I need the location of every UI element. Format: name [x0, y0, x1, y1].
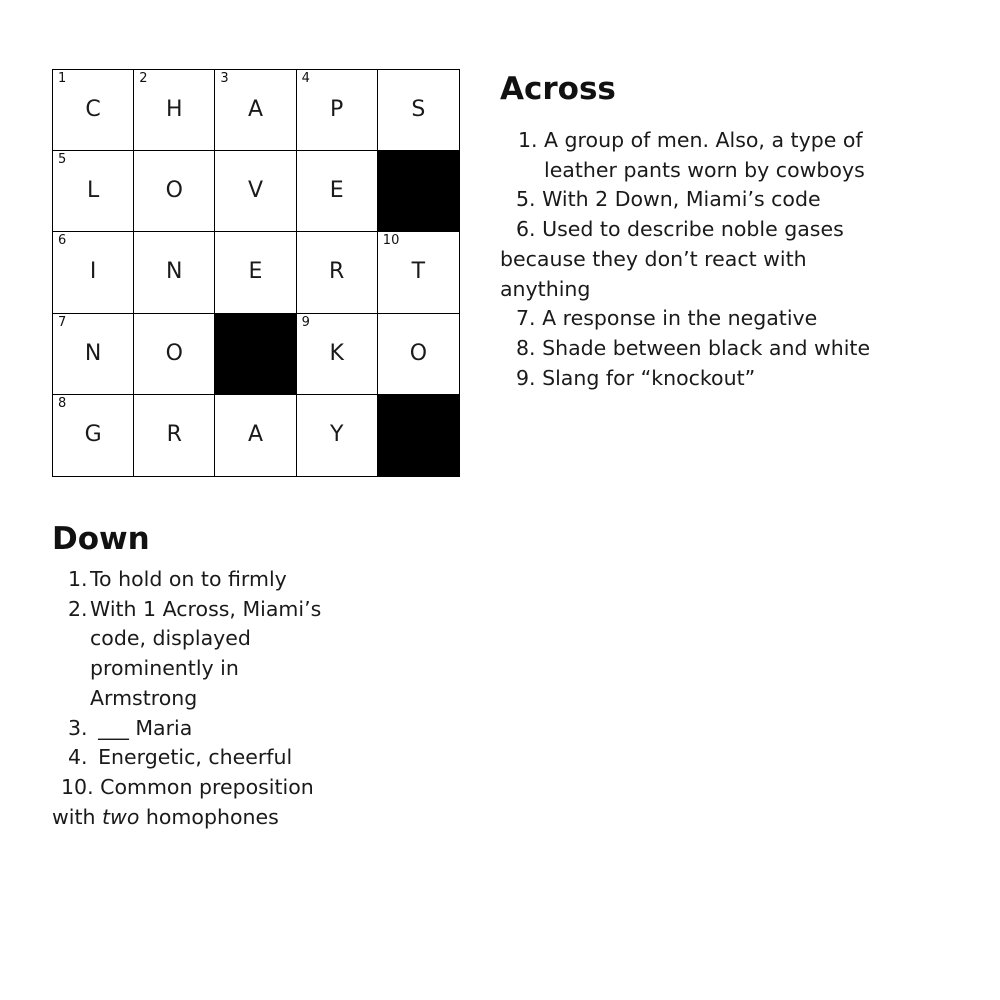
clue-number: 6.	[516, 217, 543, 242]
clue-number: 7.	[516, 306, 536, 331]
grid-cell[interactable]	[53, 151, 134, 232]
down-clue-3[interactable]	[52, 714, 372, 744]
cell-number: 6	[58, 233, 67, 249]
cell-letter: N	[166, 259, 183, 285]
grid-cell[interactable]	[378, 232, 459, 313]
cell-letter: H	[166, 97, 183, 122]
black-square	[378, 395, 459, 476]
cell-number: 9	[301, 314, 310, 330]
cell-letter: O	[409, 340, 428, 366]
across-clue-9[interactable]	[500, 364, 900, 394]
cell-number: 1	[58, 71, 67, 86]
clue-number: 1.	[518, 128, 538, 152]
clue-text-part: Common preposition with	[52, 774, 314, 829]
cell-number: 10	[382, 233, 400, 249]
cell-letter: O	[165, 340, 183, 366]
cell-letter: E	[329, 178, 344, 204]
clue-text: Used to describe noble gases because they don’t react with anything	[500, 217, 844, 301]
down-clue-list	[52, 565, 372, 832]
crossword-grid	[52, 69, 460, 477]
clue-text: Slang for “knockout”	[542, 365, 756, 390]
down-clue-4[interactable]	[52, 743, 372, 773]
grid-cell[interactable]	[53, 70, 134, 151]
clue-text: ___ Maria	[98, 715, 193, 740]
cell-letter: A	[247, 421, 264, 447]
across-clue-1[interactable]	[500, 126, 900, 185]
cell-letter: E	[248, 259, 263, 285]
grid-cell[interactable]	[53, 395, 134, 476]
cell-number: 8	[58, 395, 67, 411]
cell-letter: L	[86, 178, 100, 204]
black-square	[215, 314, 296, 395]
grid-cell[interactable]	[378, 70, 459, 151]
cell-letter: Y	[329, 421, 344, 447]
grid-cell[interactable]	[134, 232, 215, 313]
black-square	[378, 151, 459, 232]
down-clue-1[interactable]	[52, 565, 372, 595]
cell-letter: I	[89, 259, 97, 285]
clue-text-part: homophones	[139, 804, 279, 829]
cell-letter: R	[166, 421, 182, 447]
cell-letter: S	[411, 97, 426, 122]
cell-letter: K	[329, 340, 344, 366]
grid-cell[interactable]	[53, 232, 134, 313]
cell-letter: C	[85, 97, 101, 122]
grid-cell[interactable]	[215, 232, 296, 313]
down-clue-2[interactable]	[52, 595, 372, 714]
across-clue-5[interactable]	[500, 185, 900, 215]
cell-number: 4	[301, 71, 310, 86]
clue-text: With 2 Down, Miami’s code	[542, 187, 821, 212]
grid-cell[interactable]	[134, 395, 215, 476]
clue-number: 9.	[516, 365, 536, 390]
grid-cell[interactable]	[215, 395, 296, 476]
clue-text: Energetic, cheerful	[98, 745, 293, 770]
clue-text: To hold on to firmly	[90, 567, 287, 591]
grid-cell[interactable]	[134, 70, 215, 151]
cell-letter: V	[247, 178, 264, 204]
clue-number: 3.	[68, 715, 88, 740]
clue-number: 2.	[68, 596, 88, 621]
grid-cell[interactable]	[297, 70, 378, 151]
grid-cell[interactable]	[215, 70, 296, 151]
cell-letter: G	[84, 421, 102, 447]
grid-cell[interactable]	[297, 314, 378, 395]
grid-cell[interactable]	[378, 314, 459, 395]
cell-letter: T	[411, 259, 426, 285]
grid-cell[interactable]	[215, 151, 296, 232]
clue-number: 1.	[68, 567, 88, 591]
cell-letter: R	[329, 259, 345, 285]
cell-number: 7	[58, 314, 67, 330]
clue-emphasis: two	[102, 804, 140, 829]
grid-cell[interactable]	[53, 314, 134, 395]
clue-text: Shade between black and white	[542, 335, 871, 360]
down-heading: Down	[52, 521, 150, 557]
grid-cell[interactable]	[297, 395, 378, 476]
cell-letter: P	[330, 97, 344, 122]
clue-text: A response in the negative	[542, 306, 818, 331]
clue-number: 10.	[61, 774, 101, 799]
grid-cell[interactable]	[297, 232, 378, 313]
cell-number: 2	[139, 71, 148, 86]
across-clue-8[interactable]	[500, 334, 900, 364]
cell-number: 5	[58, 152, 67, 168]
cell-letter: A	[247, 97, 264, 122]
across-clue-6[interactable]	[500, 215, 860, 304]
clue-number: 5.	[516, 187, 536, 212]
across-clue-list	[500, 126, 900, 393]
across-heading: Across	[500, 71, 616, 107]
grid-cell[interactable]	[134, 151, 215, 232]
grid-cell[interactable]	[297, 151, 378, 232]
grid-cell[interactable]	[134, 314, 215, 395]
cell-number: 3	[220, 71, 229, 86]
clue-text: A group of men. Also, a type of leather pants worn by cowboys	[544, 128, 865, 182]
clue-number: 8.	[516, 335, 536, 360]
down-clue-10[interactable]	[52, 773, 342, 832]
clue-number: 4.	[68, 745, 88, 770]
cell-letter: O	[165, 178, 183, 204]
across-clue-7[interactable]	[500, 304, 900, 334]
cell-letter: N	[84, 340, 102, 366]
clue-text: With 1 Across, Miami’s code, displayed prominently in Armstrong	[90, 596, 322, 710]
